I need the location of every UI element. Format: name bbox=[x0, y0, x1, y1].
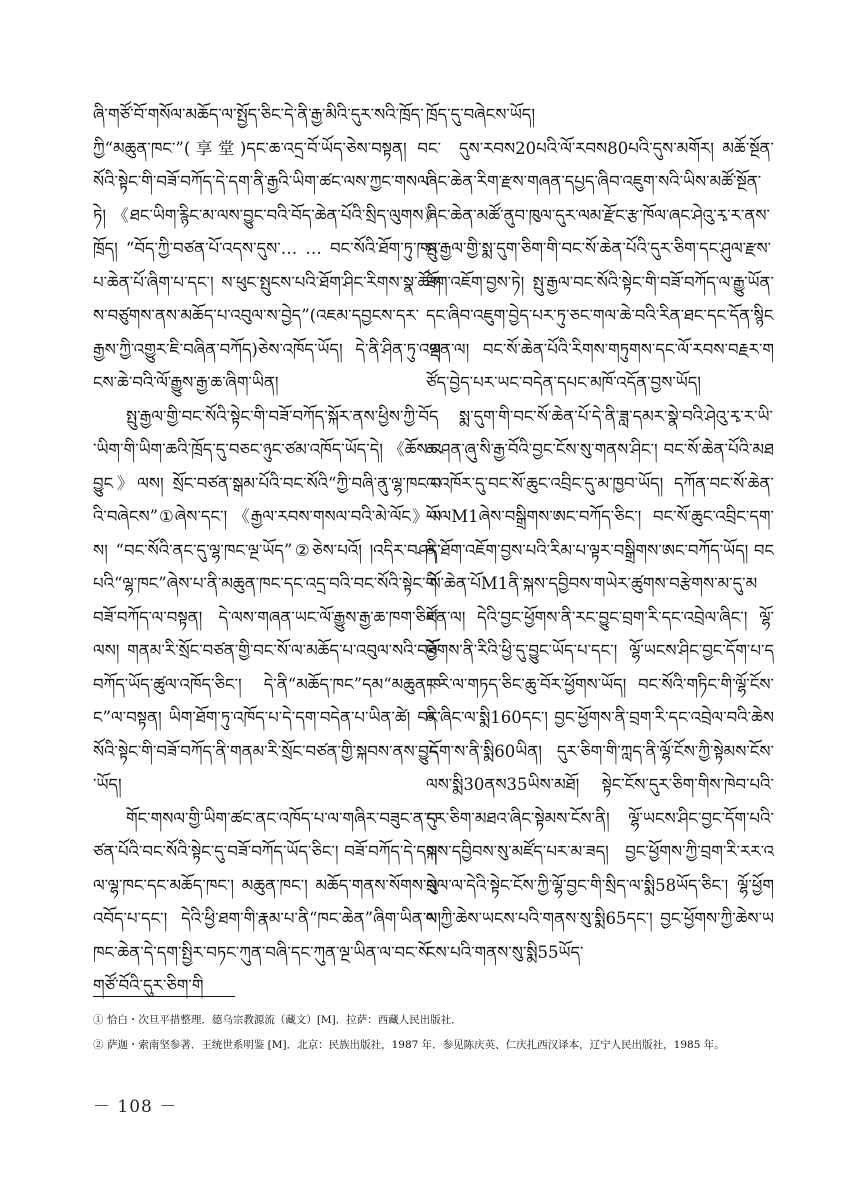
right-column bbox=[426, 98, 774, 968]
footnote-divider bbox=[93, 996, 235, 997]
left-column bbox=[93, 98, 441, 995]
footnote-1: ① 恰白・次旦平措整理．德乌宗教源流（藏文）[M]．拉萨：西藏人民出版社． bbox=[93, 1014, 462, 1026]
page-number: － 108 － bbox=[93, 1097, 178, 1117]
right-paragraph-3: སྨ་དུག་གི་བང་སོ་ཆེན་པོ་དེ་ནི་ཟླ་དམར་སྣེ་བའི་ཤེའུ་རྭ་ར་ཡི་ཆ་ཤན་ཞུ་སི་རྒྱ་བོའི་བྱང་ངོས་སུ་གནས་ཤིང་། བང་སོ་ཆེན་པོའི་མཐའ་འཁོར་དུ་བང་སོ་ཆུང་འབྲིང་དུ་མ་ཁྱབ་ཡོད། དཀོན་བང་སོ་ཆེན་པོ་ལM1ཞེས་བསྒྲིགས་ཨང་བཀོད་ཅིང་། བང་སོ་ཆུང་འབྲིང་དག་ནི་ཐོག་འཇོག་བྱས་པའི་རིམ་པ་ལྟར་བསྒྲིགས་ཨང་བཀོད་ཡོད། བང་སོ་ཆེན་པོM1ནི་སྐས་དབྱིབས་གཡེར་ཚུགས་བརྩེགས་མ་དུ་མཛོན་ལ། དེའི་བྱང་ཕྱོགས་ནི་རང་བྱུང་བྲག་རི་དང་འབྲེལ་ཞིང་། ལྷོ་ཕྱོགས་ནི་རིའི་ཕྱི་དུ་བྱུང་ཡོད་པ་དང་། ལྷོ་ཡངས་ཤིང་བྱང་དོག་པ་དང་རི་ལ་གཏད་ཅིང་ཆུ་བོར་ཕྱོགས་ཡོད། བང་སོའི་གཏིང་གི་ལྷོ་ངོས་ནི་ཞིང་ལ་སྨི160དང་། བྱང་ཕྱོགས་ནི་བྲག་རི་དང་འབྲེལ་བའི་ཆེས་དོག་ས་ནི་སྨི60ཡིན། དུར་ཅིག་གི་ཀླད་ནི་ལྷོ་ངོས་ཀྱི་སྟེམས་ངོས་ལས་སྨི30ནས35ཡིས་མཐོ། སྟེང་ངོས་དུར་ཅིག་གིས་ཁེབ་པའི་དུར་ཅིག་མཐའ་ཞིང་སྟེམས་ངོས་ནི། ལྷོ་ཡངས་ཤིང་བྱང་དོག་པའི་སྐས་དབྱིབས་སུ་མཛོད་པར་མ་ཟད། བྱང་ཕྱོགས་ཀྱི་བྲག་རི་རར་འབྲེལ་ལ་དེའི་སྟེང་ངོས་ཀྱི་ལྷོ་བྱང་གི་སྲིད་ལ་སྨི58ཡོད་ཅིང་། ལྷོ་ཕྱོགས་ཀྱི་ཆེས་ཡངས་པའི་གནས་སུ་སྨི65དང་། བྱང་ཕྱོགས་ཀྱི་ཆེས་ཡངས་པའི་གནས་སུ་སྨི55ཡོད་ bbox=[426, 406, 774, 962]
right-paragraph-2: དུས་རབས20པའི་ལོ་རབས80པའི་དུས་མགོར། མཆོ་སྔོན་ཞིང་ཆེན་རིག་རྫས་གཞན་དཔྱད་ཞིབ་འཇུག་སའི་ཡིས་མཚོ་སྔོན་ཞིང་ཆེན་མཚོ་ནུབ་ཁུལ་དུར་ལམ་རྫོང་རྩ་ཁོལ་ཞང་ཤེའུ་རྭ་ར་ནས་སྤུ་རྒྱལ་གྱི་སྨ་དུག་ཅིག་གི་བང་སོ་ཆེན་པོའི་དུར་ཅིག་དང་ཤུལ་རྫས་ཐོག་འཇོག་བྱས་ཏེ། སྤུ་རྒྱལ་བང་སོའི་སྟེང་གི་བཟོ་བཀོད་ལ་རྒྱུ་ཡོན་དང་ཞིབ་འཇུག་བྱེད་པར་ཏུ་ཅང་གལ་ཆེ་བའི་རིན་ཐང་དང་དོན་སྙིང་ལྡན་ལ། བང་སོ་ཆེན་པོའི་རིགས་གཏུགས་དང་ལོ་རབས་བརྗར་གཙོད་བྱེད་པར་ཡང་བདེན་དཔང་མཁོ་འདོན་བྱས་ཡོད། bbox=[426, 138, 774, 392]
left-paragraph-2: སྤུ་རྒྱལ་གྱི་བང་སོའི་སྟེང་གི་བཟོ་བཀོད་སྐོར་ནས་ཕྱིས་ཀྱི་བོད་ཡིག་གི་ཡིག་ཆའི་ཁྲོད་དུ་བཅང་ཉུང་ཙམ་འཁོད་ཡོད་དེ། 《ཆོས་འབྱུང》ལས། སྲོང་བཙན་སྒམ་པོའི་བང་སོའི“ཀྱི་བཞི་ནུ་ལྷ་ཁང་བའི་བཞེངས”①ཞེས་དང་། 《རྒྱལ་རབས་གསལ་བའི་མེ་ལོང》ལས། “བང་སོའི་ནང་དུ་ལྷ་ཁང་ལྔ་ཡོད”②ཅེས་པའོ། །འདིར་བཤད་པའི“ལྷ་ཁང”ཞེས་པ་ནི་མཆུན་ཁང་དང་འདྲ་བའི་བང་སོའི་སྟེང་གི་བཟོ་བཀོད་ལ་བསྟན། དེ་ལས་གཞན་ཡང་ལོ་རྒྱུས་རྒྱ་ཆ་ཁག་ཅིག་ལས། གནམ་རི་སྲོང་བཙན་གྱི་བང་སོ་ལ་མཆོད་པ་འབུལ་སའི་བཟོ་བཀོད་ཡོད་ཚུལ་འཁོད་ཅིང་། དེ་ནི“མཆོད་ཁང”དམ“མཆུན་ཁང”ལ་བསྟན། ཡིག་ཐོག་ཏུ་འཁོད་པ་དེ་དག་བདེན་པ་ཡིན་ཚེ། བང་སོའི་སྟེང་གི་བཟོ་བཀོད་ནི་གནམ་རི་སྲོང་བཙན་གྱི་སྐབས་ནས་བྱུང་ཡོད། bbox=[93, 406, 441, 794]
right-paragraph-1: ཁྲོད་དུ་བཞེངས་ཡོད། bbox=[426, 105, 536, 124]
footnote-2: ② 萨迦・索南坚参著．王统世系明鉴 [M]．北京：民族出版社，1987 年．参见陈庆英、仁庆扎西汉译本，辽宁人民出版社，1985 年。 bbox=[93, 1039, 725, 1051]
left-paragraph-3: གོང་གསལ་གྱི་ཡིག་ཚང་ནང་འཁོད་པ་ལ་གཞིར་བཟུང་ན་བཙན་པོའི་བང་སོའི་སྟེང་དུ་བཟོ་བཀོད་ཡོད་ཅིང་། བཟོ་བཀོད་དེ་དག་ལ་ལྷ་ཁང་དང་མཆོད་ཁང་། མཆུན་ཁང་། མཆོད་གནས་སོགས་སུ་འབོད་པ་དང་། དེའི་ཕྱི་ཐག་གི་རྣམ་པ་ནི“ཁང་ཆེན”ཞིག་ཡིན་ལ། ཁང་ཆེན་དེ་དག་སྤྱིར་བཏང་ཀུན་བཞི་དང་ཀུན་ལྔ་ཡིན་ལ་བང་སོ་གཙོ་བོའི་དུར་ཅིག་གི bbox=[93, 808, 441, 995]
left-paragraph-1: ཞི་གཙོ་བོ་གསོལ་མཆོད་ལ་སྤྱོད་ཅིང་དེ་ནི་རྒྱ་མིའི་དུར་སའི་ཁྲོད་ཀྱི“མཆུན་ཁང་”(享堂)དང་ཆ་འདྲ་བོ་ཡོད་ཅེས་བསྟན། བང་སོའི་སྟེང་གི་བཟོ་བཀོད་དེ་དག་ནི་རྒྱའི་ཡིག་ཚང་ལས་ཀྱང་གསལ་ཏེ། 《ཐང་ཡིག་རྙིང་མ་ལས་བྱུང་བའི་བོད་ཆེན་པོའི་སྲིད་ལུགས》ཁྲོད། “བོད་ཀྱི་བཙན་པོ་འདས་དུས་… … བང་སོའི་ཐོག་ཏུ་ཁང་པ་ཆེན་པོ་ཞིག་པ་དང་། ས་ཕུང་སྤུངས་པའི་ཐོག་ཤིང་རིགས་སྣ་ཚོགས་བཙུགས་ནས་མཆོད་པ་འབུལ་ས་བྱེད”(འཇམ་དབྱངས་དར་རྒྱས་ཀྱི་འགྱུར་ཇི་བཞིན་བཀོད)ཅེས་འཁོད་ཡོད། དེ་ནི་ཤིན་ཏུ་འགངས་ཆེ་བའི་ལོ་རྒྱུས་རྒྱ་ཆ་ཞིག་ཡིན། bbox=[93, 105, 441, 392]
footnotes bbox=[93, 1008, 773, 1058]
